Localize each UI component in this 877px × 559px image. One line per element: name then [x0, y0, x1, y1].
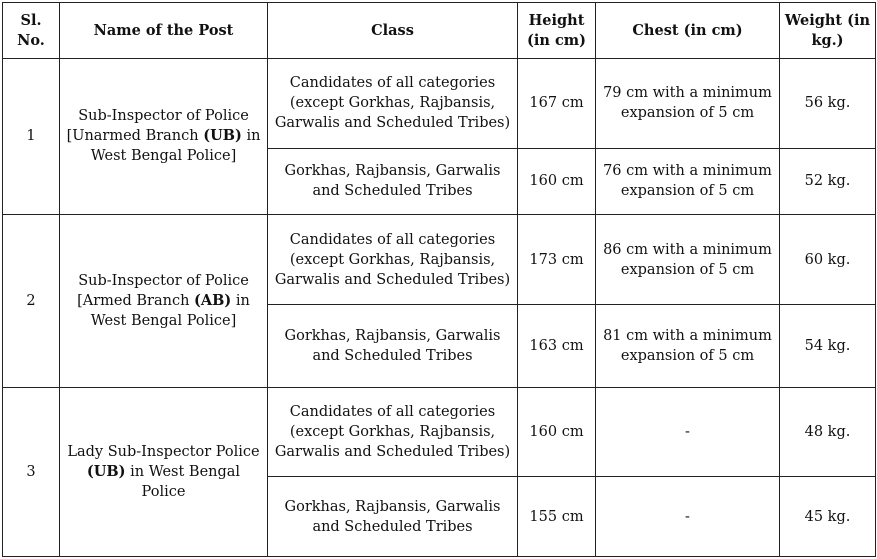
height-cell: 160 cm — [518, 148, 596, 214]
sl-no-cell: 1 — [3, 59, 60, 215]
class-cell: Candidates of all categories (except Gorkhas, Rajbansis, Garwalis and Scheduled Tribes) — [268, 214, 518, 305]
height-cell: 163 cm — [518, 305, 596, 387]
height-cell: 160 cm — [518, 387, 596, 477]
weight-cell: 60 kg. — [780, 214, 876, 305]
header-height: Height (in cm) — [518, 3, 596, 59]
chest-cell: 81 cm with a minimum expansion of 5 cm — [596, 305, 780, 387]
chest-cell: 79 cm with a minimum expansion of 5 cm — [596, 59, 780, 149]
header-class: Class — [268, 3, 518, 59]
branch-code: (AB) — [194, 291, 232, 309]
post-name-cell — [60, 59, 268, 215]
chest-cell: - — [596, 387, 780, 477]
table-row — [3, 387, 876, 477]
header-row — [3, 3, 876, 59]
height-cell: 173 cm — [518, 214, 596, 305]
weight-cell: 45 kg. — [780, 477, 876, 557]
chest-cell: 76 cm with a minimum expansion of 5 cm — [596, 148, 780, 214]
header-sl-no: Sl. No. — [3, 3, 60, 59]
table-row — [3, 214, 876, 305]
post-name-cell — [60, 214, 268, 387]
weight-cell: 48 kg. — [780, 387, 876, 477]
header-name-of-post: Name of the Post — [60, 3, 268, 59]
branch-code: (UB) — [86, 462, 126, 480]
chest-cell: 86 cm with a minimum expansion of 5 cm — [596, 214, 780, 305]
class-cell: Gorkhas, Rajbansis, Garwalis and Scheduled Tribes — [268, 148, 518, 214]
class-cell: Gorkhas, Rajbansis, Garwalis and Scheduled Tribes — [268, 305, 518, 387]
height-cell: 167 cm — [518, 59, 596, 149]
post-name-text: Lady Sub-Inspector Police — [67, 443, 260, 460]
post-name-text: in West Bengal Police — [125, 463, 241, 500]
post-name-cell — [60, 387, 268, 556]
post-name-text: Sub-Inspector of Police [Armed Branch — [77, 272, 249, 309]
class-cell: Gorkhas, Rajbansis, Garwalis and Scheduled Tribes — [268, 477, 518, 557]
post-name-text: Sub-Inspector of Police [Unarmed Branch — [66, 108, 249, 145]
class-cell: Candidates of all categories (except Gorkhas, Rajbansis, Garwalis and Scheduled Tribes) — [268, 387, 518, 477]
height-cell: 155 cm — [518, 477, 596, 557]
chest-cell: - — [596, 477, 780, 557]
table-row — [3, 59, 876, 149]
weight-cell: 54 kg. — [780, 305, 876, 387]
weight-cell: 56 kg. — [780, 59, 876, 149]
header-weight: Weight (in kg.) — [780, 3, 876, 59]
sl-no-cell: 2 — [3, 214, 60, 387]
post-name-text: in West Bengal Police] — [90, 128, 261, 165]
eligibility-table — [2, 2, 876, 557]
post-name-text: in West Bengal Police] — [90, 292, 250, 329]
branch-code: (UB) — [203, 127, 242, 145]
weight-cell: 52 kg. — [780, 148, 876, 214]
sl-no-cell: 3 — [3, 387, 60, 556]
header-chest: Chest (in cm) — [596, 3, 780, 59]
class-cell: Candidates of all categories (except Gorkhas, Rajbansis, Garwalis and Scheduled Tribes) — [268, 59, 518, 149]
